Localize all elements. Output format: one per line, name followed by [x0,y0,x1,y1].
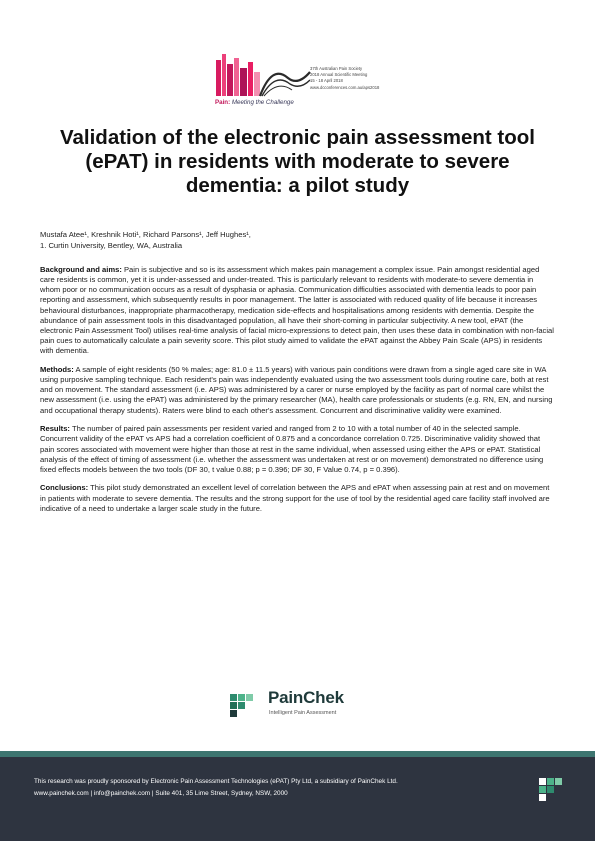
banner-subtitle-accent: Pain: [215,99,231,106]
painchek-logo-icon [228,688,262,720]
footer-contact-text: www.painchek.com | info@painchek.com | Suite 401, 35 Lime Street, Sydney, NSW, 2000 [34,790,288,797]
painchek-logo [228,688,378,722]
banner-details [310,66,379,91]
painchek-mark-icon [537,776,567,806]
section-results [40,424,555,475]
affiliation: 1. Curtin University, Bentley, WA, Australia [40,241,183,250]
banner-subtitle-text: Meeting the Challenge [231,99,294,106]
section-heading: Results: [40,424,70,434]
author-list: Mustafa Atee¹, Kreshnik Hoti¹, Richard Parsons¹, Jeff Hughes¹, [40,230,251,239]
section-heading: Methods: [40,364,74,374]
logo-tagline: Intelligent Pain Assessment [269,710,337,716]
logo-wordmark: PainChek [268,688,344,707]
authors-block [40,229,555,251]
section-conclusions [40,483,555,513]
section-text: The number of paired pain assessments per resident varied and ranged from 2 to 10 with a total number of 40 in the selected sample. Concurrent validity of the ePAT vs APS had a correlation coefficient of 0.875 and a concordance correlation 0.725. Discriminative validity showed that pain scores associated with movement were higher than those at rest in the same individual, when assessed using either the APS or ePAT. Statistical analysis of the effect of timing of assessment (i.e. whether the assessment was undertaken at rest or on movement) demonstrated no difference using fixed effects models between the two tools (DF 30, t value 0.88; p = 0.396; DF 30, F Value 0.74, p = 0.396). [40,424,544,474]
footer-sponsor-text: This research was proudly sponsored by Electronic Pain Assessment Technologies (ePAT) Pty Ltd, a subsidiary of PainChek Ltd. [34,778,398,785]
section-text: This pilot study demonstrated an excellent level of correlation between the APS and ePAT when assessing pain at rest and on movement in patients with moderate to severe dementia. The results and the strong support for the use of tool by the residential aged care facility staff involved are indicative of a need to undertake a larger scale study in the future. [40,483,550,513]
section-background [40,265,555,356]
banner-line: www.dcconferences.com.au/aps2018 [310,84,380,90]
section-heading: Background and aims: [40,265,122,274]
poster-title: Validation of the electronic pain assessment tool (ePAT) in residents with moderate to severe dementia: a pilot study [59,126,536,197]
section-methods [40,365,555,416]
skyline-logo-icon [212,50,312,116]
section-text: A sample of eight residents (50 % males; age: 81.0 ± 11.5 years) with various pain conditions were drawn from a single aged care site in WA using purposive sampling technique. Each resident's pain was independently evaluated using the two assessment tools during routine care, both at rest and on movement. The standard assessment (i.e. APS) was administered by a carer or nurse employed by the facility as part of normal care whilst the new assessment (i.e. using the ePAT) was administered by the primary researcher (MA), health care professionals or students (e.g. RN, EN, and nursing and occupational therapy students). Raters were blind to each other's assessment. Concurrent and discriminative validity were examined. [40,364,553,415]
section-text: Pain is subjective and so is its assessment which makes pain management a complex issue. Pain amongst residential aged care residents is common, yet it is under-assessed and under-treated. This is particularly relevant to residents with moderate-to severe dementia in whom poor or no communication occurs as a result of dysphasia or aphasia. Communication difficulties associated with dementia leads to poor pain reporting and assessment, which subsequently results in poor management. The latter is associated with reduced quality of life because it increases behavioural disturbances, inappropriate pharmacotherapy, medication side-effects and hospitalisations among residents with dementia. Despite the abundance of pain assessment tools in this disadvantaged population, all have their short-coming in particular subjectivity. A new tool, ePAT (the electronic Pain Assessment Tool) utilises real-time analysis of facial micro-expressions to detect pain, then uses these data in combination with non-facial pain cues to automatically calculate a pain severity score. This pilot study aimed to validate the ePAT against the Abbey Pain Scale (APS) in residents with dementia. [40,265,554,356]
abstract-body [40,265,555,522]
banner-line: 37th Australian Pain Society [310,66,363,71]
banner-subtitle [215,99,294,106]
section-heading: Conclusions: [40,483,89,493]
conference-banner [212,50,398,116]
banner-line: 15 - 18 April 2018 [310,78,343,84]
footer [0,757,595,841]
banner-line: 2018 Annual Scientific Meeting [310,72,368,78]
